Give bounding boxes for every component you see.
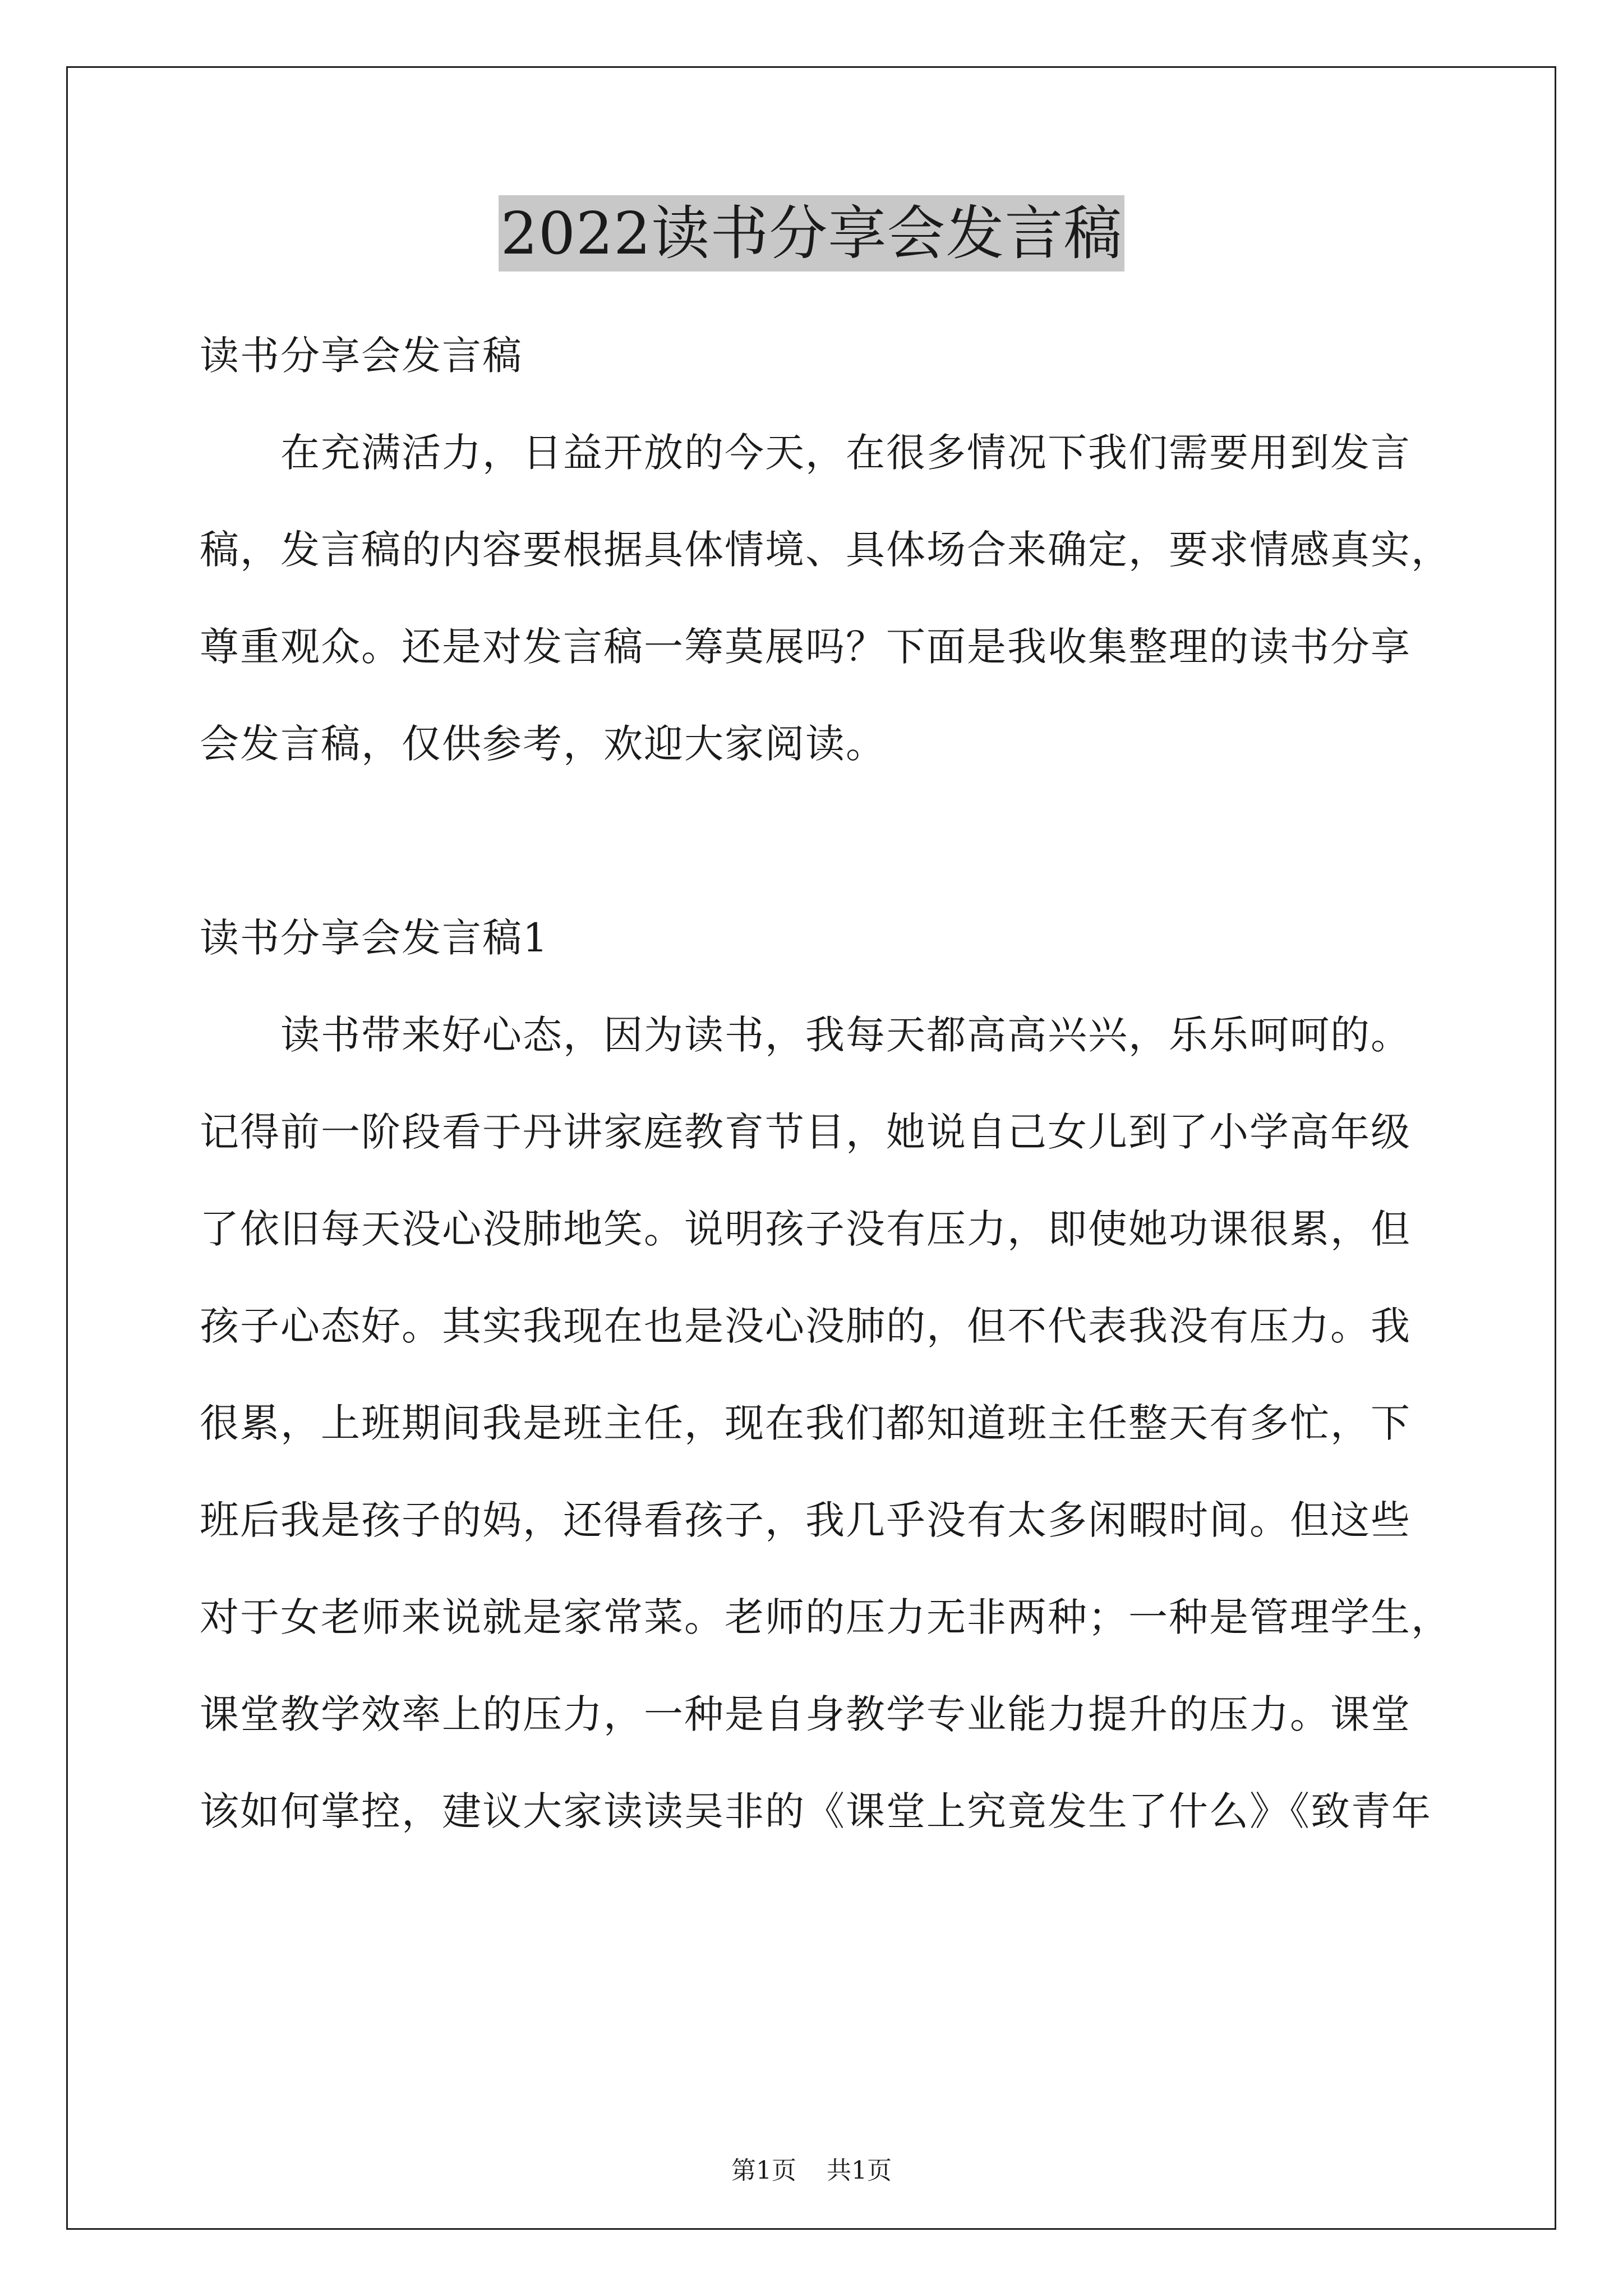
- body-line: 对于女老师来说就是家常菜。老师的压力无非两种；一种是管理学生，: [200, 1594, 1451, 1640]
- body-line: 读书带来好心态，因为读书，我每天都高高兴兴，乐乐呵呵的。: [200, 1012, 1411, 1058]
- body-line: 该如何掌控，建议大家读读吴非的《课堂上究竟发生了什么》《致青年: [200, 1788, 1432, 1834]
- intro-line: 稿，发言稿的内容要根据具体情境、具体场合来确定，要求情感真实，: [200, 527, 1451, 573]
- page-number: 第1页: [731, 2156, 796, 2185]
- page-footer: [0, 2154, 1623, 2188]
- page-total: 共1页: [827, 2156, 892, 2185]
- intro-line: 在充满活力，日益开放的今天，在很多情况下我们需要用到发言: [200, 430, 1411, 476]
- body-line: 很累，上班期间我是班主任，现在我们都知道班主任整天有多忙，下: [200, 1400, 1411, 1446]
- body-line: 孩子心态好。其实我现在也是没心没肺的，但不代表我没有压力。我: [200, 1303, 1411, 1349]
- subtitle: 读书分享会发言稿: [200, 333, 523, 379]
- body-line: 课堂教学效率上的压力，一种是自身教学专业能力提升的压力。课堂: [200, 1691, 1411, 1737]
- paragraph-gap: [200, 793, 1433, 890]
- section-heading: 读书分享会发言稿1: [200, 915, 549, 961]
- document-body: [200, 307, 1451, 1860]
- title-container: [0, 195, 1623, 272]
- intro-line: 会发言稿，仅供参考，欢迎大家阅读。: [200, 721, 886, 767]
- intro-line: 尊重观众。还是对发言稿一筹莫展吗？下面是我收集整理的读书分享: [200, 624, 1411, 670]
- body-line: 记得前一阶段看于丹讲家庭教育节目，她说自己女儿到了小学高年级: [200, 1109, 1411, 1155]
- document-title: 2022读书分享会发言稿: [499, 195, 1125, 272]
- body-line: 了依旧每天没心没肺地笑。说明孩子没有压力，即使她功课很累，但: [200, 1206, 1411, 1252]
- body-line: 班后我是孩子的妈，还得看孩子，我几乎没有太多闲暇时间。但这些: [200, 1497, 1411, 1543]
